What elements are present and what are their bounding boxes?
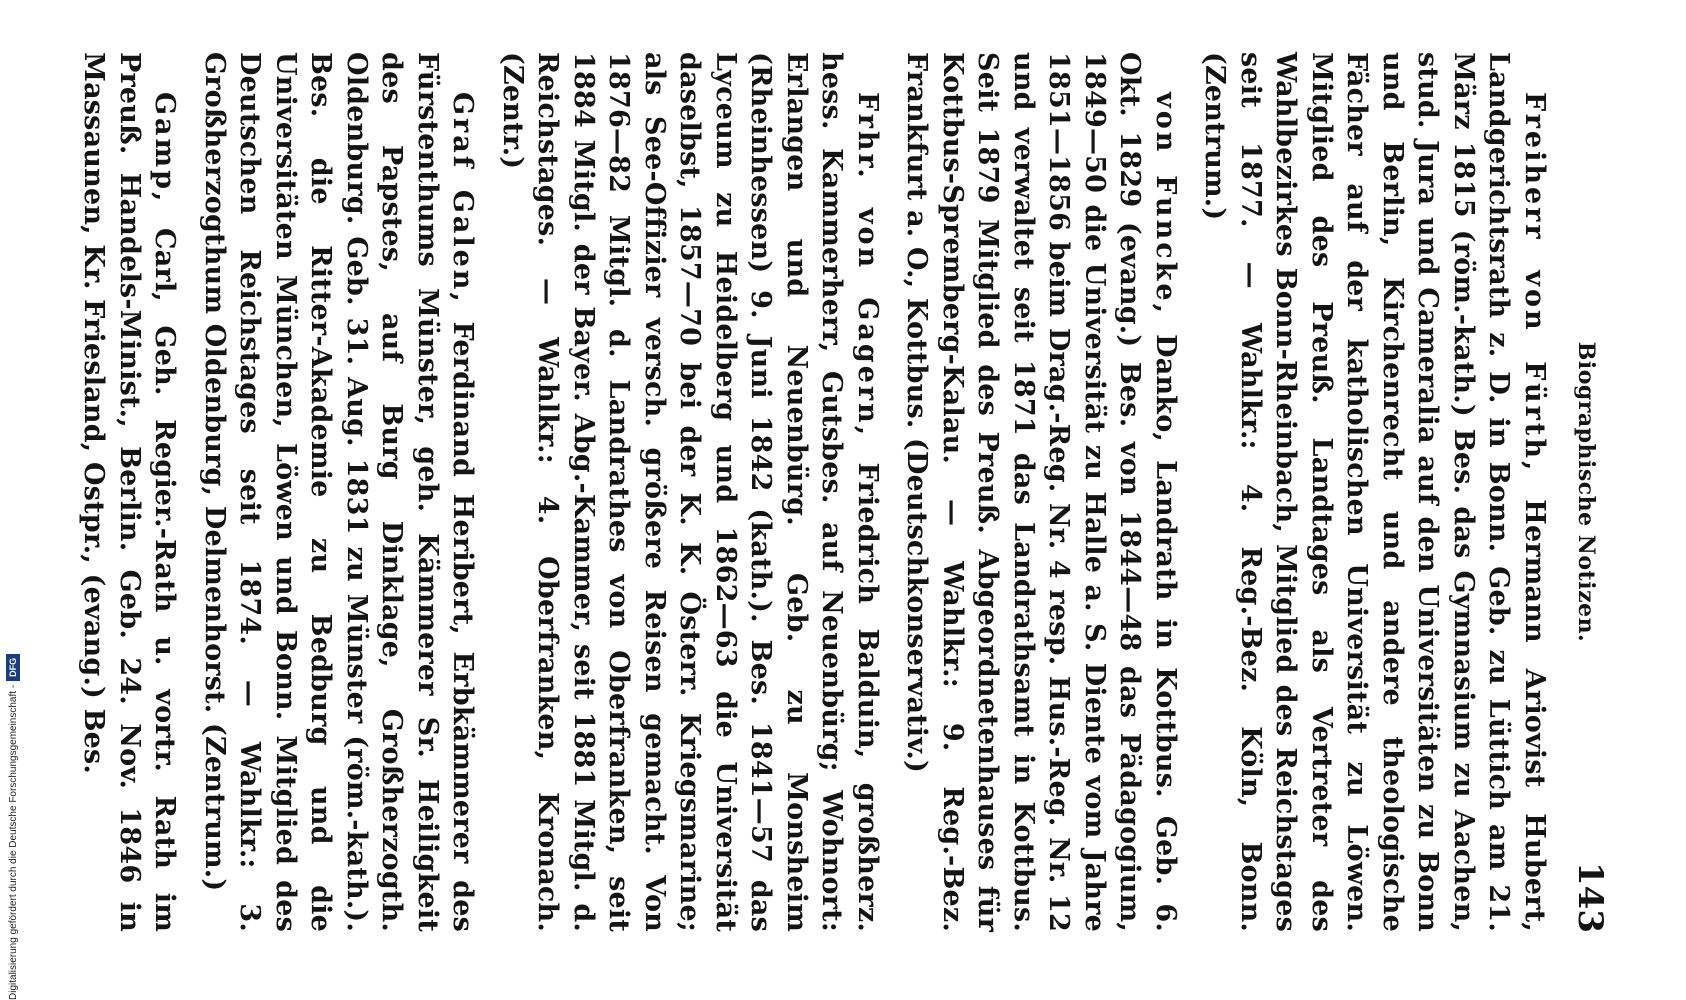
entry-name: Graf Galen, — [447, 92, 479, 305]
entry-name: Gamp, — [149, 92, 181, 205]
running-title: Biographische Notizen. — [1573, 341, 1599, 643]
dfg-logo: DFG — [6, 654, 20, 681]
biography-entry — [76, 52, 183, 932]
digitization-note — [2, 610, 24, 1000]
digitization-note-text: Digitalisierung gefördert durch die Deutsche Forschungsgemeinschaft - — [7, 684, 19, 1000]
entry-text: Danko, Landrath in Kottbus. Geb. 6. Okt. 1829 (evang.) Bes. von 1844—48 das Pädagogium, 1849—50 die Universität zu Halle a. S. Diente vom Jahre 1851—1856 beim Drag.-Reg. Nr. 4 resp. Hus.-Reg. Nr. 12 und verwaltet seit 1871 das Landrathsamt in Kottbus. Seit 1879 Mitglied des Preuß. Abgeordnetenhauses für Kottbus-Spremberg-Kalau. — Wahlkr.: 9. Reg.-Bez. Frankfurt a. O., Kottbus. (Deutschkonservativ.) — [901, 52, 1181, 932]
scanned-page — [78, 42, 1610, 942]
entry-name: Freiherr von Fürth, — [1519, 92, 1550, 474]
biography-entry — [899, 52, 1183, 932]
biography-entry — [495, 52, 886, 932]
page-header — [1552, 52, 1610, 932]
entry-text: Friedrich Balduin, großherz. hess. Kammerherr, Gutsbes. auf Neuenbürg; Wohnort: Erlangen und Neuenbürg. Geb. zu Monsheim (Rheinhessen) 9. Juni 1842 (kath.). Bes. 1841—57 das Lyceum zu Heidelberg und 1862—63 die Universität daselbst, 1857—70 bei der K. K. Österr. Kriegsmarine; als See-Offizier versch. größere Reisen gemacht. Von 1876—82 Mitgl. d. Landrathes von Oberfranken, seit 1884 Mitgl. der Bayer. Abg.-Kammer, seit 1881 Mitgl. d. Reichstages. — Wahlkr.: 4. Oberfranken, Kronach. (Zentr.) — [497, 52, 883, 932]
entry-name: von Funcke, — [1150, 92, 1181, 316]
entry-text: Hermann Ariovist Hubert, Landgerichtsrath z. D. in Bonn. Geb. zu Lüttich am 21. März 1815 (röm.-kath.) Bes. das Gymnasium zu Aachen, stud. Jura und Cameralia auf den Universitäten zu Bonn und Berlin, Kirchenrecht und andere theologische Fächer auf der katholischen Universität zu Löwen. Mitglied des Preuß. Landtages als Vertreter des Wahlbezirkes Bonn-Rheinbach, Mitglied des Reichstages seit 1877. — Wahlkr.: 4. Reg.-Bez. Köln, Bonn. (Zentrum.) — [1199, 52, 1550, 932]
entry-text: Carl, Geh. Regier.-Rath u. vortr. Rath im Preuß. Handels-Minist., Berlin. Geb. 24. Nov. 1846 in Massaunen, Kr. Friesland, Ostpr., (evang.) Bes. — [78, 52, 181, 932]
biography-entry — [1197, 52, 1552, 932]
biography-entry — [197, 52, 481, 932]
entry-name: Frhr. von Gagern, — [852, 92, 883, 439]
entry-text: Ferdinand Heribert, Erbkämmerer des Fürstenthums Münster, geh. Kämmerer Sr. Heiligkeit des Papstes, auf Burg Dinklage, Großherzogth. Oldenburg. Geb. 31. Aug. 1831 zu Münster (röm.-kath.). Bes. die Ritter-Akademie zu Bedburg und die Universitäten München, Löwen und Bonn. Mitglied des Deutschen Reichstages seit 1874. — Wahlkr.: 3. Großherzogthum Oldenburg, Delmenhorst. (Zentrum.) — [199, 52, 479, 933]
page-content — [78, 42, 1610, 942]
page-number: 143 — [1570, 862, 1610, 933]
